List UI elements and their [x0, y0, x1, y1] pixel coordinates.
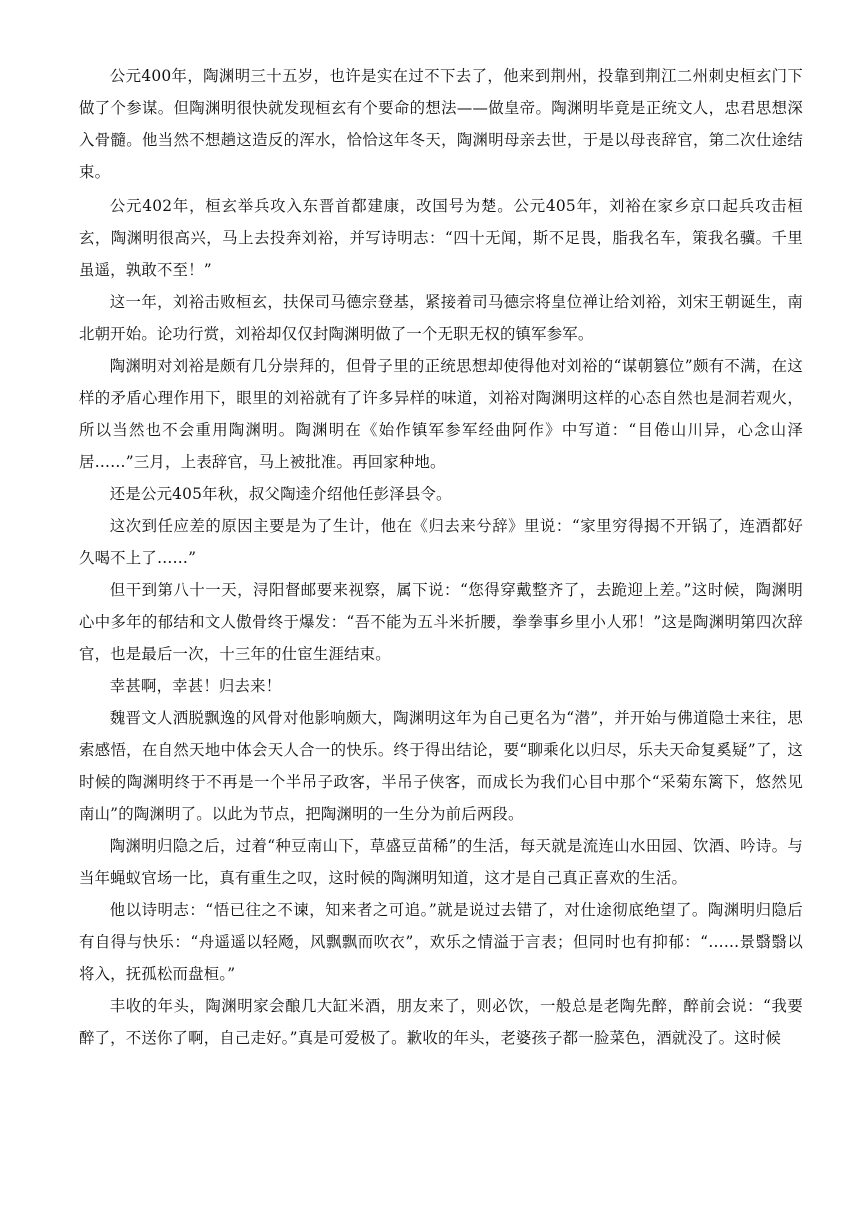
paragraph: 公元400年，陶渊明三十五岁，也许是实在过不下去了，他来到荆州，投靠到荆江二州刺史桓玄门下做了个参谋。但陶渊明很快就发现桓玄有个要命的想法——做皇帝。陶渊明毕竟是正统文人，忠君思想深入骨髓。他当然不想趟这造反的浑水，恰恰这年冬天，陶渊明母亲去世，于是以母丧辞官，第二次仕途结束。: [79, 67, 803, 181]
paragraph: 幸甚啊，幸甚！归去来！: [109, 677, 282, 695]
paragraph: 陶渊明归隐之后，过着“种豆南山下，草盛豆苗稀”的生活，每天就是流连山水田园、饮酒、吟诗。与当年蝇蚁官场一比，真有重生之叹，这时候的陶渊明知道，这才是自己真正喜欢的生活。: [79, 837, 803, 887]
paragraph: 陶渊明对刘裕是颇有几分崇拜的，但骨子里的正统思想却使得他对刘裕的“谋朝篡位”颇有不满，在这样的矛盾心理作用下，眼里的刘裕就有了许多异样的味道，刘裕对陶渊明这样的心态自然也是洞若观火，所以当然也不会重用陶渊明。陶渊明在《始作镇军参军经曲阿作》中写道：“目倦山川异，心念山泽居……”三月，上表辞官，马上被批准。再回家种地。: [79, 357, 803, 471]
paragraph: 魏晋文人洒脱飘逸的风骨对他影响颇大，陶渊明这年为自己更名为“潜”，并开始与佛道隐士来往，思索感悟，在自然天地中体会天人合一的快乐。终于得出结论，要“聊乘化以归尽，乐夫天命复奚疑”了，这时候的陶渊明终于不再是一个半吊子政客，半吊子侠客，而成长为我们心目中那个“采菊东篱下，悠然见南山”的陶渊明了。以此为节点，把陶渊明的一生分为前后两段。: [79, 709, 803, 823]
paragraph: 这一年，刘裕击败桓玄，扶保司马德宗登基，紧接着司马德宗将皇位禅让给刘裕，刘宋王朝诞生，南北朝开始。论功行赏，刘裕却仅仅封陶渊明做了一个无职无权的镇军参军。: [79, 293, 803, 343]
paragraph: 还是公元405年秋，叔父陶逵介绍他任彭泽县令。: [109, 485, 452, 503]
paragraph: 公元402年，桓玄举兵攻入东晋首都建康，改国号为楚。公元405年，刘裕在家乡京口起兵攻击桓玄，陶渊明很高兴，马上去投奔刘裕，并写诗明志：“四十无闻，斯不足畏，脂我名车，策我名骥。千里虽遥，孰敢不至！”: [79, 197, 803, 279]
paragraph: 他以诗明志：“悟已往之不谏，知来者之可追。”就是说过去错了，对仕途彻底绝望了。陶渊明归隐后有自得与快乐：“舟遥遥以轻飏，风飘飘而吹衣”，欢乐之情溢于言表；但同时也有抑郁：“……景翳翳以将入，抚孤松而盘桓。”: [79, 901, 803, 983]
paragraph: 但干到第八十一天，浔阳督邮要来视察，属下说：“您得穿戴整齐了，去跪迎上差。”这时候，陶渊明心中多年的郁结和文人傲骨终于爆发：“吾不能为五斗米折腰，拳拳事乡里小人邪！”这是陶渊明第四次辞官，也是最后一次，十三年的仕宦生涯结束。: [79, 581, 803, 663]
paragraph: 这次到任应差的原因主要是为了生计，他在《归去来兮辞》里说：“家里穷得揭不开锅了，连酒都好久喝不上了……”: [79, 517, 803, 567]
paragraph: 丰收的年头，陶渊明家会酿几大缸米酒，朋友来了，则必饮，一般总是老陶先醉，醉前会说：“我要醉了，不送你了啊，自己走好。”真是可爱极了。歉收的年头，老婆孩子都一脸菜色，酒就没了。这时候: [79, 997, 803, 1047]
